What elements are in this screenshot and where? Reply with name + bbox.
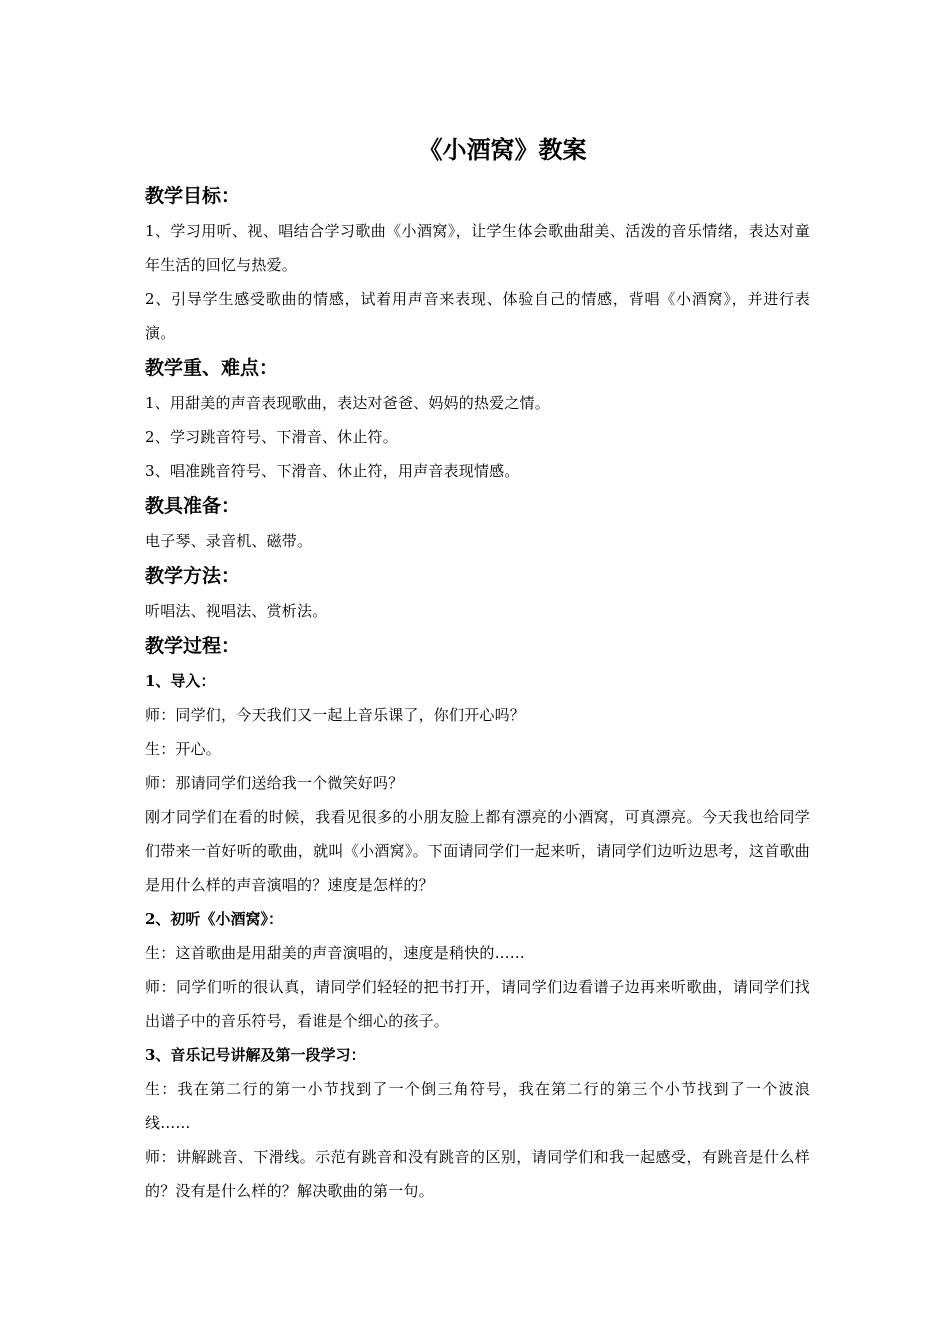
step-2-title: 2、初听《小酒窝》： (145, 910, 283, 928)
tools-text: 电子琴、录音机、磁带。 (145, 532, 313, 550)
heading-goals: 教学目标： (145, 185, 241, 207)
dialogue-paragraph: 师：讲解跳音、下滑线。示范有跳音和没有跳音的区别，请同学们和我一起感受，有跳音是什么样的？没有是什么样的？解决歌曲的第一句。 (145, 1148, 810, 1200)
dialogue-line: 师：同学们，今天我们又一起上音乐课了，你们开心吗？ (145, 706, 526, 724)
step-1-title: 1、导入： (145, 672, 216, 690)
heading-key-points: 教学重、难点： (145, 357, 279, 379)
dialogue-line: 生：开心。 (145, 740, 222, 758)
heading-methods: 教学方法： (145, 565, 241, 587)
document-body (145, 128, 810, 1208)
document-title: 《小酒窝》教案 (418, 135, 587, 164)
goal-item: 1、学习用听、视、唱结合学习歌曲《小酒窝》，让学生体会歌曲甜美、活泼的音乐情绪，表达对童年生活的回忆与热爱。 (145, 222, 810, 274)
key-point-item: 3、唱准跳音符号、下滑音、休止符，用声音表现情感。 (145, 462, 520, 480)
dialogue-line: 师：那请同学们送给我一个微笑好吗？ (145, 774, 404, 792)
step-3-title: 3、音乐记号讲解及第一段学习： (145, 1046, 366, 1064)
key-point-item: 2、学习跳音符号、下滑音、休止符。 (145, 428, 398, 446)
heading-tools: 教具准备： (145, 495, 241, 517)
methods-text: 听唱法、视唱法、赏析法。 (145, 602, 328, 620)
goal-item: 2、引导学生感受歌曲的情感，试着用声音来表现、体验自己的情感，背唱《小酒窝》，并进行表演。 (145, 290, 810, 342)
dialogue-line: 生：这首歌曲是用甜美的声音演唱的，速度是稍快的…… (145, 944, 526, 962)
dialogue-paragraph: 刚才同学们在看的时候，我看见很多的小朋友脸上都有漂亮的小酒窝，可真漂亮。今天我也给同学们带来一首好听的歌曲，就叫《小酒窝》。下面请同学们一起来听，请同学们边听边思考，这首歌曲是用什么样的声音演唱的？速度是怎样的？ (145, 808, 810, 894)
key-point-item: 1、用甜美的声音表现歌曲，表达对爸爸、妈妈的热爱之情。 (145, 394, 550, 412)
dialogue-paragraph: 生：我在第二行的第一小节找到了一个倒三角符号，我在第二行的第三个小节找到了一个波浪线…… (145, 1080, 810, 1132)
dialogue-paragraph: 师：同学们听的很认真，请同学们轻轻的把书打开，请同学们边看谱子边再来听歌曲，请同学们找出谱子中的音乐符号，看谁是个细心的孩子。 (145, 978, 810, 1030)
heading-process: 教学过程： (145, 635, 241, 657)
